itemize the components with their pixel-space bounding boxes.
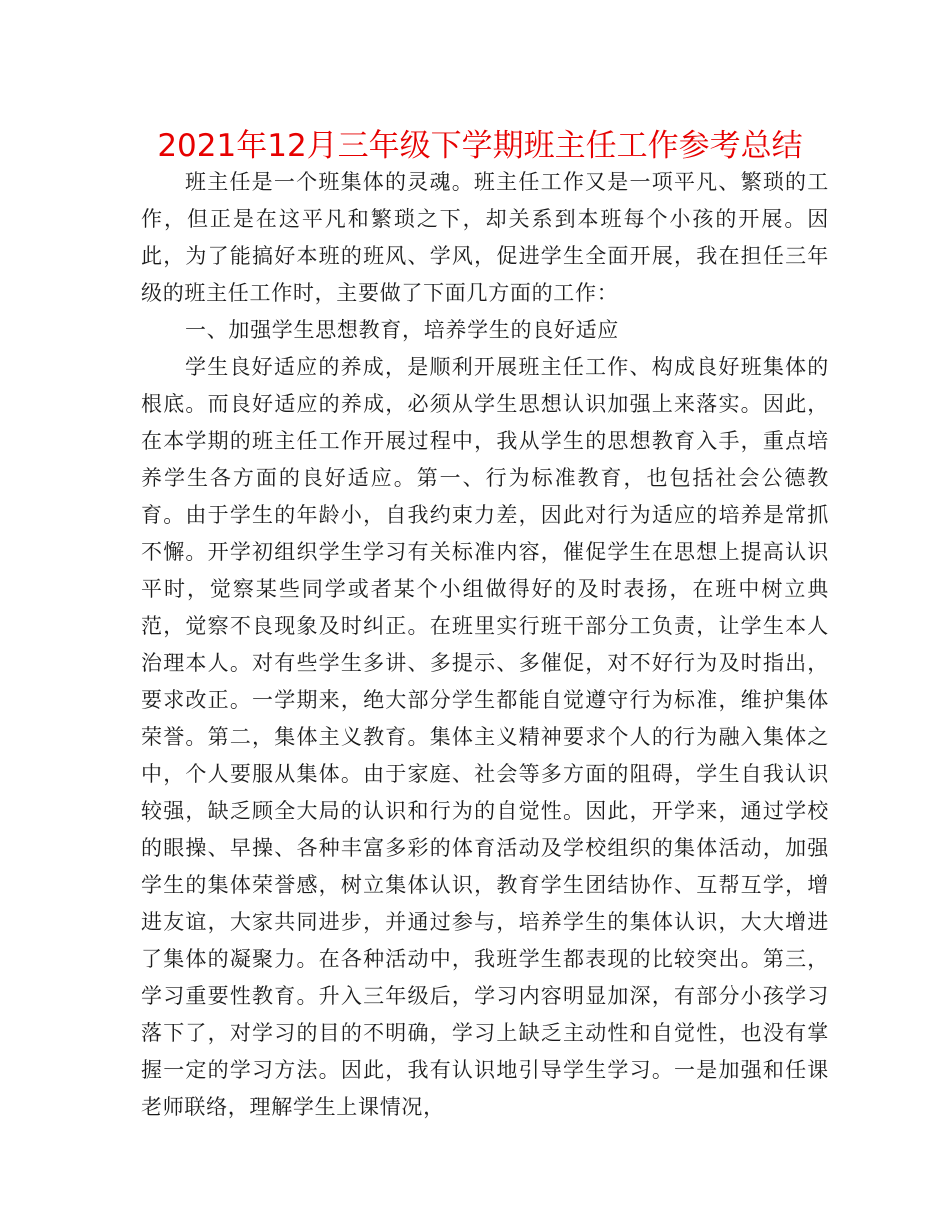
paragraph-intro: 班主任是一个班集体的灵魂。班主任工作又是一项平凡、繁琐的工作，但正是在这平凡和繁琐之下，却关系到本班每个小孩的开展。因此，为了能搞好本班的班风、学风，促进学生全面开展，我在担任三年级的班主任工作时，主要做了下面几方面的工作： — [141, 170, 829, 305]
section-heading-1: 一、加强学生思想教育，培养学生的良好适应 — [185, 318, 619, 342]
document-title: 2021年12月三年级下学期班主任工作参考总结 — [157, 128, 803, 164]
document-body — [141, 164, 829, 1126]
paragraph-section-1: 学生良好适应的养成，是顺利开展班主任工作、构成良好班集体的根底。而良好适应的养成，必须从学生思想认识加强上来落实。因此，在本学期的班主任工作开展过程中，我从学生的思想教育入手，重点培养学生各方面的良好适应。第一、行为标准教育，也包括社会公德教育。由于学生的年龄小，自我约束力差，因此对行为适应的培养是常抓不懈。开学初组织学生学习有关标准内容，催促学生在思想上提高认识平时，觉察某些同学或者某个小组做得好的及时表扬，在班中树立典范，觉察不良现象及时纠正。在班里实行班干部分工负责，让学生本人治理本人。对有些学生多讲、多提示、多催促，对不好行为及时指出，要求改正。一学期来，绝大部分学生都能自觉遵守行为标准，维护集体荣誉。第二，集体主义教育。集体主义精神要求个人的行为融入集体之中，个人要服从集体。由于家庭、社会等多方面的阻碍，学生自我认识较强，缺乏顾全大局的认识和行为的自觉性。因此，开学来，通过学校的眼操、早操、各种丰富多彩的体育活动及学校组织的集体活动，加强学生的集体荣誉感，树立集体认识，教育学生团结协作、互帮互学，增进友谊，大家共同进步，并通过参与，培养学生的集体认识，大大增进了集体的凝聚力。在各种活动中，我班学生都表现的比较突出。第三，学习重要性教育。升入三年级后，学习内容明显加深，有部分小孩学习落下了，对学习的目的不明确，学习上缺乏主动性和自觉性，也没有掌握一定的学习方法。因此，我有认识地引导学生学习。一是加强和任课老师联络，理解学生上课情况， — [141, 355, 829, 1119]
